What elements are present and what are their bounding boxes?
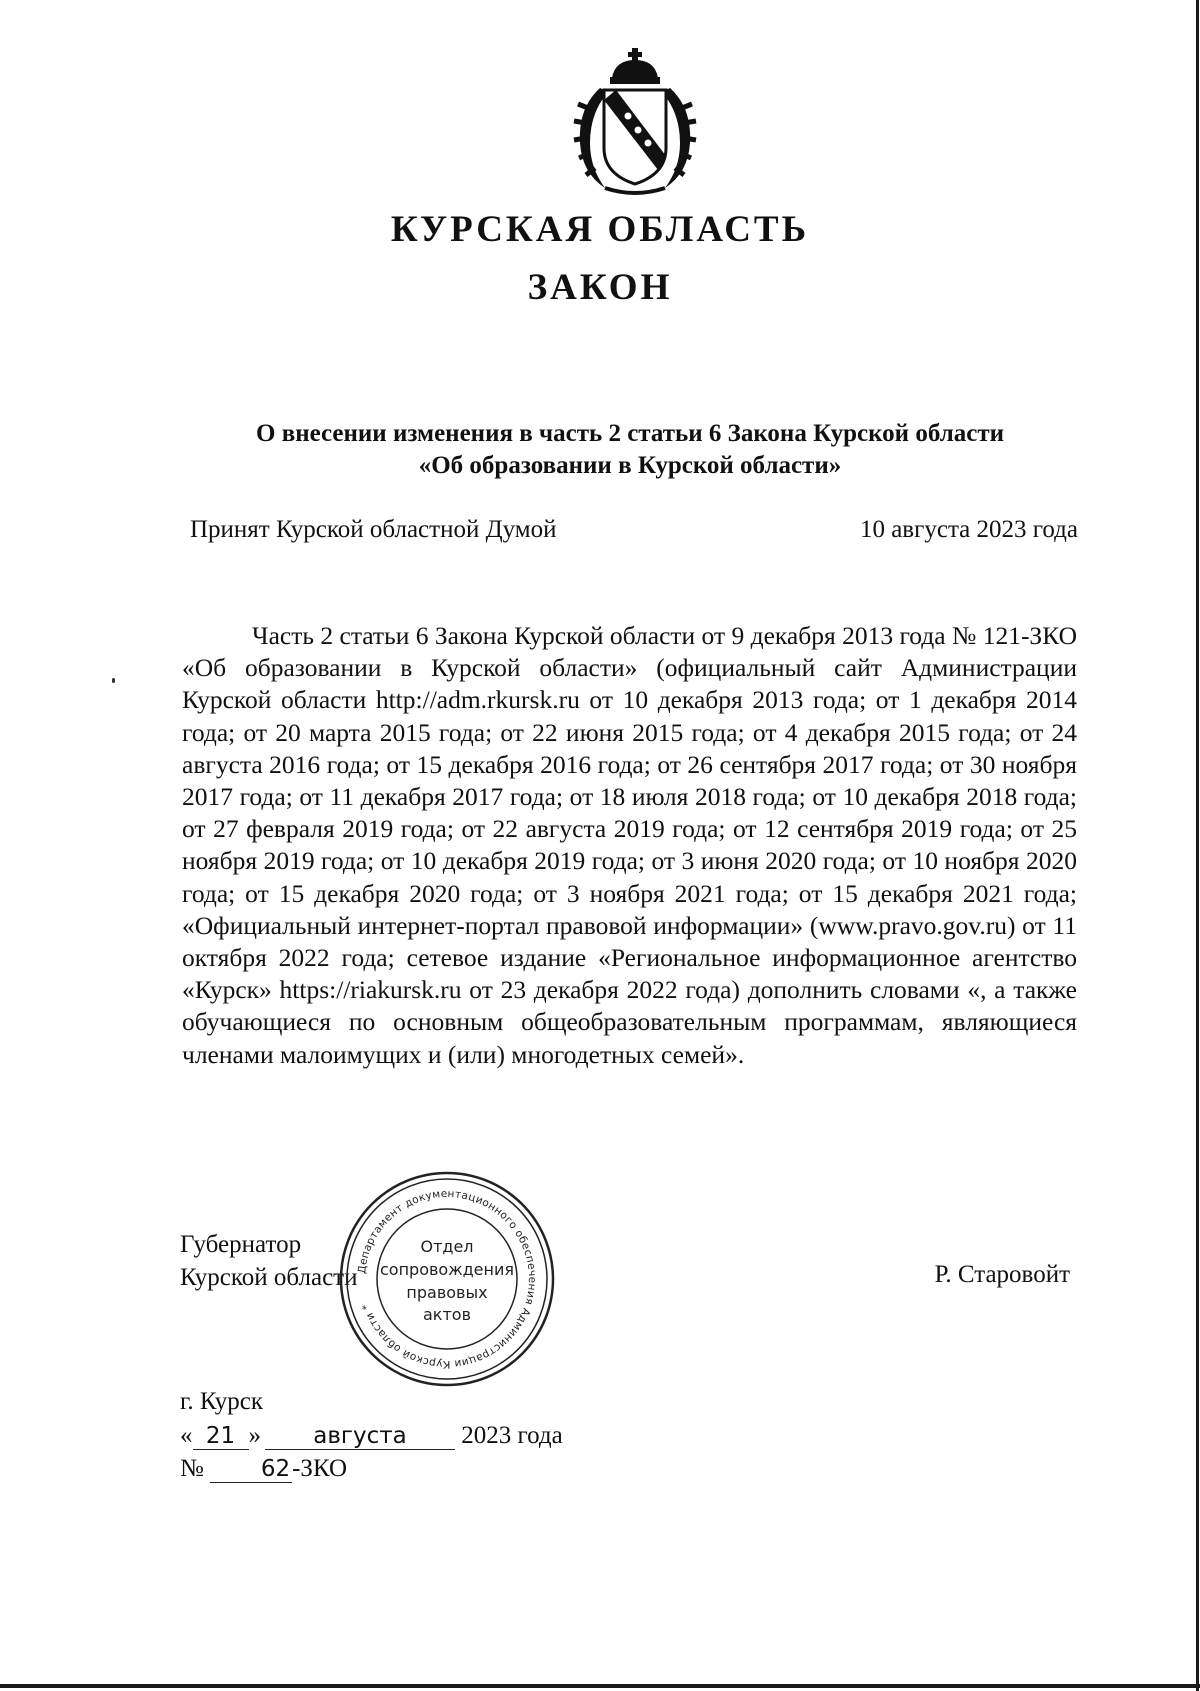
law-number	[180, 1455, 347, 1483]
place-of-signing: г. Курск	[180, 1388, 263, 1415]
law-title	[200, 418, 1060, 482]
svg-text:правовых: правовых	[406, 1283, 488, 1302]
law-body-text: Часть 2 статьи 6 Закона Курской области от 9 декабря 2013 года № 121-ЗКО «Об образовании в Курской области» (официальный сайт Администрации Курской области http://adm.rkursk.ru от 10 декабря 2013 года; от 1 декабря 2014 года; от 20 марта 2015 года; от 22 июня 2015 года; от 4 декабря 2015 года; от 24 августа 2016 года; от 15 декабря 2016 года; от 26 сентября 2017 года; от 30 ноября 2017 года; от 11 декабря 2017 года; от 18 июля 2018 года; от 10 декабря 2018 года; от 27 февраля 2019 года; от 22 августа 2019 года; от 12 сентября 2019 года; от 25 ноября 2019 года; от 10 декабря 2019 года; от 3 июня 2020 года; от 10 ноября 2020 года; от 15 декабря 2020 года; от 3 ноября 2021 года; от 15 декабря 2021 года; «Официальный интернет-портал правовой информации» (www.pravo.gov.ru) от 11 октября 2022 года; сетевое издание «Региональное информационное агентство «Курск» https://riakursk.ru от 23 декабря 2022 года) дополнить словами «, а также обучающиеся по основным общеобразовательным программам, являющиеся членами малоимущих и (или) многодетных семей».	[182, 621, 1077, 1069]
date-year: 2023 года	[461, 1422, 563, 1449]
adopted-by: Принят Курской областной Думой	[190, 516, 557, 543]
signatory-title-line2: Курской области	[180, 1264, 358, 1291]
coat-of-arms-icon	[560, 48, 710, 198]
region-heading: КУРСКАЯ ОБЛАСТЬ	[390, 209, 810, 250]
document-type-heading: ЗАКОН	[527, 267, 673, 308]
date-month: августа	[265, 1423, 455, 1450]
scan-speck	[112, 678, 115, 683]
svg-text:сопровождения: сопровождения	[379, 1260, 515, 1279]
signatory-name: Р. Старовойт	[934, 1261, 1070, 1288]
svg-text:актов: актов	[422, 1305, 472, 1324]
page-edge-right	[1196, 0, 1199, 1691]
signatory-title	[180, 1228, 357, 1294]
date-open-quote: «	[180, 1422, 193, 1449]
number-value: 62	[210, 1456, 292, 1483]
signing-date	[180, 1422, 563, 1450]
official-stamp	[336, 1168, 558, 1390]
signatory-title-line1: Губернатор	[180, 1231, 302, 1258]
number-prefix: №	[180, 1455, 204, 1482]
law-title-line1: О внесении изменения в часть 2 статьи 6 Закона Курской области	[256, 420, 1004, 447]
svg-text:Департамент документационного: Департамент документационного обеспечения Администрации Курской области *	[356, 1187, 539, 1371]
law-title-line2: «Об образовании в Курской области»	[418, 452, 842, 479]
number-suffix: -ЗКО	[292, 1455, 348, 1482]
svg-text:Отдел: Отдел	[420, 1237, 474, 1256]
page-edge-bottom	[0, 1684, 1200, 1688]
adoption-date: 10 августа 2023 года	[859, 516, 1078, 543]
date-day: 21	[193, 1423, 249, 1450]
date-close-quote: »	[248, 1422, 261, 1449]
